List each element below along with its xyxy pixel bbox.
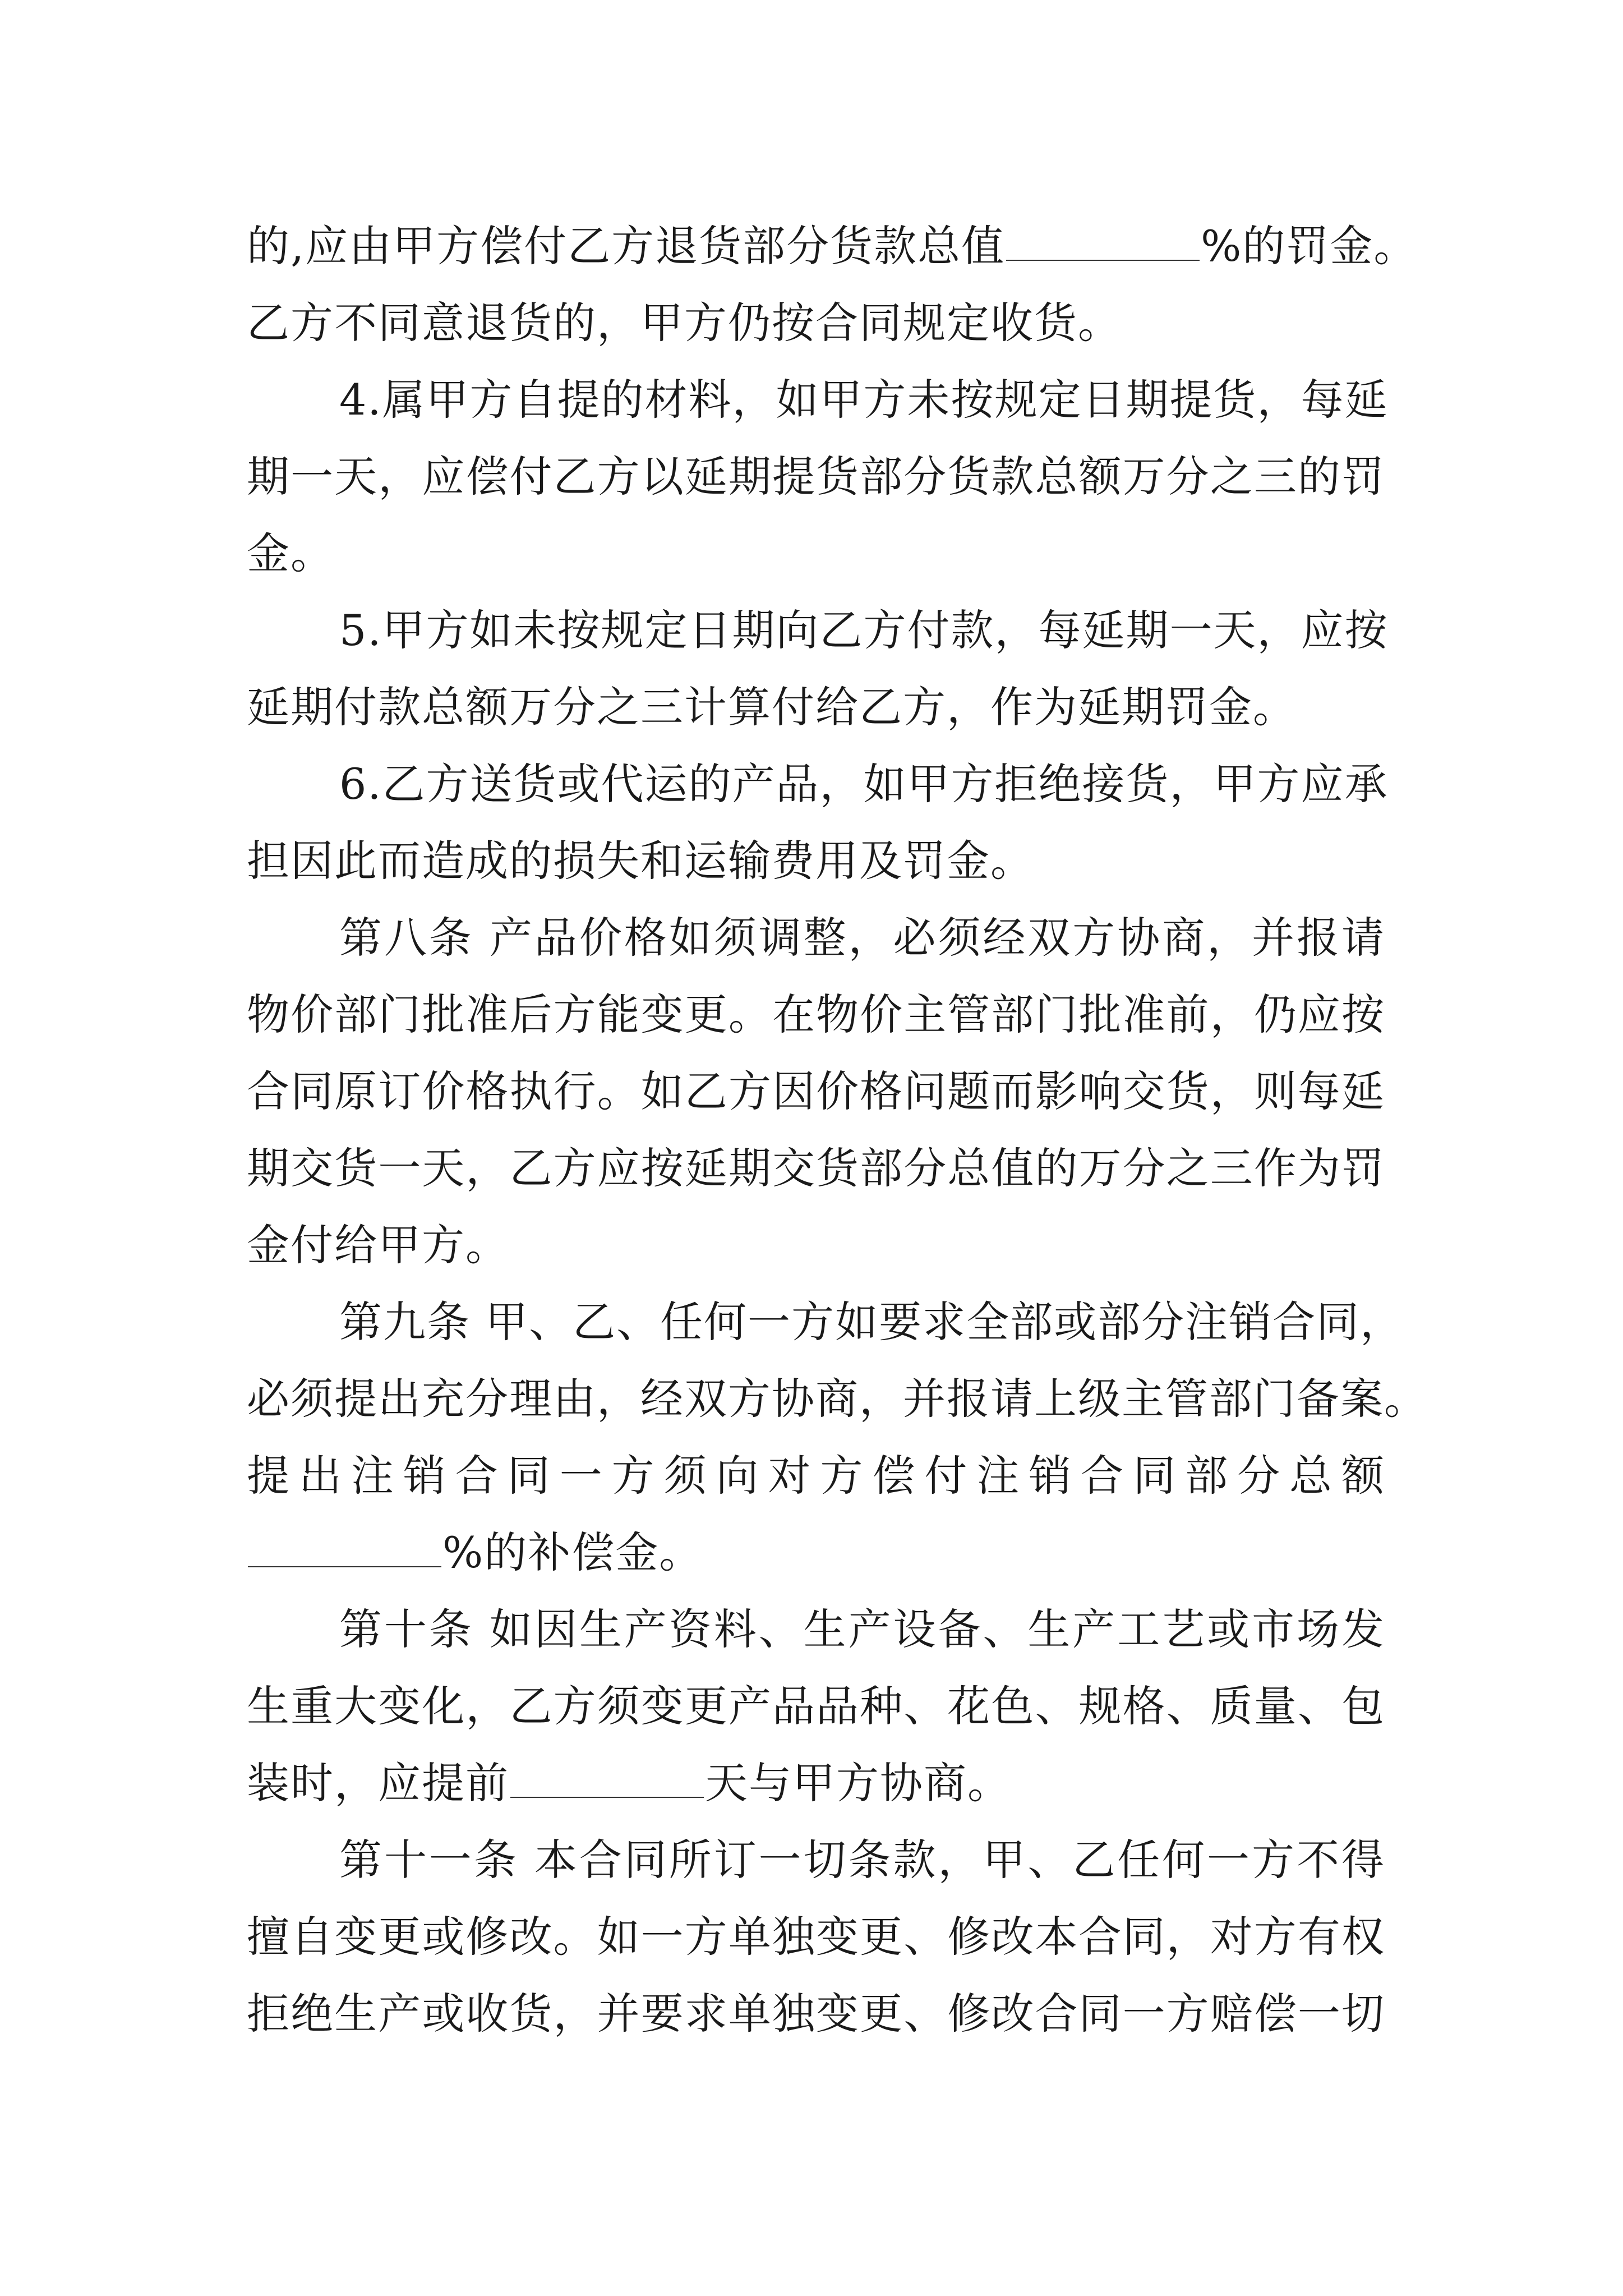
document-body [247,208,1428,2052]
article-11-heading-line: 第十一条 本合同所订一切条款，甲、乙任何一方不得 [339,1835,1385,1885]
text-segment: %的补偿金。 [442,1527,703,1577]
text-segment: 的,应由甲方偿付乙方退货部分货款总值 [247,221,1006,271]
text-line: 物价部门批准后方能变更。在物价主管部门批准前，仍应按 [247,990,1385,1039]
text-line: 延期付款总额万分之三计算付给乙方，作为延期罚金。 [247,682,1297,732]
paragraph-start-line: 6.乙方送货或代运的产品，如甲方拒绝接货，甲方应承 [339,759,1389,809]
text-line [247,1514,1385,1591]
text-line: 金付给甲方。 [247,1220,509,1270]
text-line: 期交货一天，乙方应按延期交货部分总值的万分之三作为罚 [247,1143,1385,1193]
text-line: 担因此而造成的损失和运输费用及罚金。 [247,836,1034,886]
text-line: 期一天，应偿付乙方以延期提货部分货款总额万分之三的罚 [247,452,1385,501]
fill-in-blank [510,1757,704,1798]
article-9-heading-line: 第九条 甲、乙、任何一方如要求全部或部分注销合同， [339,1297,1404,1347]
text-segment: 装时，应提前 [247,1758,509,1808]
text-line: 拒绝生产或收货，并要求单独变更、修改合同一方赔偿一切 [247,1989,1385,2039]
text-line [247,208,1418,284]
paragraph-start-line: 4.属甲方自提的材料，如甲方未按规定日期提货，每延 [339,375,1389,425]
fill-in-blank [248,1527,441,1567]
text-line: 金。 [247,528,334,578]
text-line: 必须提出充分理由，经双方协商，并报请上级主管部门备案。 [247,1374,1428,1424]
text-line: 擅自变更或修改。如一方单独变更、修改本合同，对方有权 [247,1912,1385,1962]
text-line: 提出注销合同一方须向对方偿付注销合同部分总额 [247,1451,1385,1501]
paragraph-start-line: 5.甲方如未按规定日期向乙方付款，每延期一天，应按 [339,605,1389,655]
fill-in-blank [1006,220,1200,261]
article-8-heading-line: 第八条 产品价格如须调整，必须经双方协商，并报请 [339,913,1385,963]
text-line: 合同原订价格执行。如乙方因价格问题而影响交货，则每延 [247,1066,1385,1116]
article-10-heading-line: 第十条 如因生产资料、生产设备、生产工艺或市场发 [339,1604,1385,1654]
text-line: 乙方不同意退货的，甲方仍按合同规定收货。 [247,298,1122,348]
text-line [247,1745,1385,1821]
text-segment: %的罚金。 [1201,221,1418,271]
text-segment: 天与甲方协商。 [705,1758,1011,1808]
text-line: 生重大变化，乙方须变更产品品种、花色、规格、质量、包 [247,1681,1385,1731]
